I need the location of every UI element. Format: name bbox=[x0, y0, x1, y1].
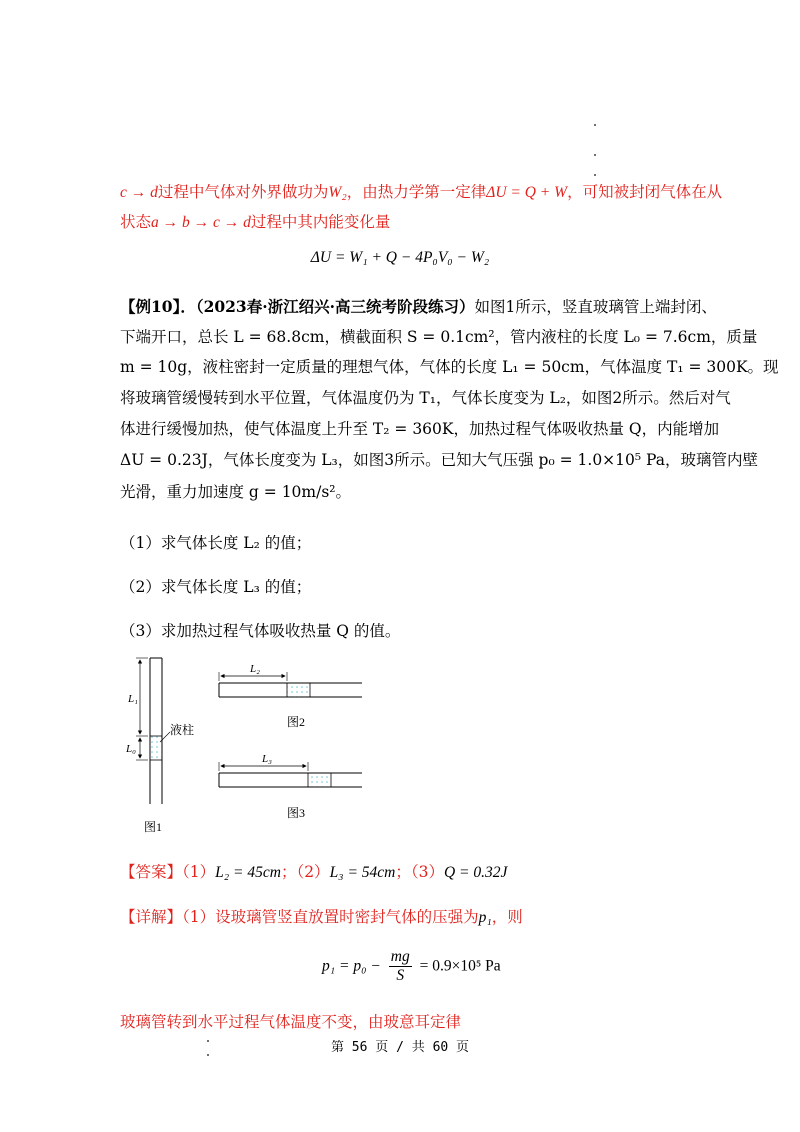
figure-2-caption: 图2 bbox=[287, 715, 306, 729]
answer-line: 【答案】（1）L₂ = 45cm；（2）L₃ = 54cm；（3）Q = 0.32J bbox=[120, 863, 508, 881]
example-line-5: 体进行缓慢加热，使气体温度上升至 T₂ = 360K，加热过程气体吸收热量 Q，内能增加 bbox=[120, 420, 720, 438]
answer-Q: Q = 0.32J bbox=[443, 864, 508, 881]
figure-1-vertical-tube bbox=[125, 658, 194, 834]
detail-line: 【详解】（1）设玻璃管竖直放置时密封气体的压强为p₁，则 bbox=[120, 908, 523, 926]
label-L0: L₀ bbox=[126, 743, 136, 755]
label-L1: L₁ bbox=[128, 693, 138, 705]
math-first-law: ΔU = Q + W bbox=[486, 184, 568, 201]
example-tag: 【例10】 bbox=[120, 297, 181, 316]
label-L3: L₃ bbox=[262, 753, 272, 765]
example-line-4: 将玻璃管缓慢转到水平位置，气体温度仍为 T₁，气体长度变为 L₂，如图2所示。然后对气 bbox=[120, 389, 731, 407]
figure-3-caption: 图3 bbox=[287, 806, 306, 820]
answer-L2: L₂ = 45cm bbox=[215, 864, 281, 881]
label-liquid-column: 液柱 bbox=[170, 723, 195, 737]
answer-tag: 【答案】 bbox=[120, 863, 183, 881]
label-L2: L₂ bbox=[250, 663, 260, 675]
example-source: ．（2023春·浙江绍兴·高三统考阶段练习） bbox=[180, 297, 475, 316]
example-line-2: 下端开口，总长 L = 68.8cm，横截面积 S = 0.1cm²，管内液柱的长度 L₀ = 7.6cm，质量 bbox=[120, 328, 758, 346]
last-line: 玻璃管转到水平过程气体温度不变，由玻意耳定律 bbox=[120, 1013, 462, 1031]
math-c-to-d: c → d bbox=[120, 184, 158, 201]
formula-p1: p₁ = p₀ − $\frac{mg}{S}$ = 0.9×10⁵ Pa bbox=[322, 948, 501, 984]
para1-line2: 状态a → b → c → d过程中其内能变化量 bbox=[120, 213, 391, 231]
example-line-6: ΔU = 0.23J，气体长度变为 L₃，如图3所示。已知大气压强 p₀ = 1.0×10⁵ Pa，玻璃管内壁 bbox=[120, 451, 758, 469]
example-line-1: 【例10】．（2023春·浙江绍兴·高三统考阶段练习）如图1所示，竖直玻璃管上端封闭、 bbox=[120, 297, 717, 316]
question-1: （1）求气体长度 L₂ 的值； bbox=[120, 534, 312, 552]
answer-L3: L₃ = 54cm bbox=[329, 864, 396, 881]
detail-tag: 【详解】 bbox=[120, 908, 183, 926]
scan-dot bbox=[594, 154, 596, 156]
example-line-7: 光滑，重力加速度 g = 10m/s²。 bbox=[120, 483, 352, 501]
fraction-mg-over-s: $\frac{mg}{S}$ bbox=[390, 948, 410, 984]
formula-delta-u: ΔU = W₁ + Q − 4P₀V₀ − W₂ bbox=[310, 249, 490, 266]
figure-2-horizontal-tube bbox=[219, 663, 362, 729]
question-3: （3）求加热过程气体吸收热量 Q 的值。 bbox=[120, 622, 401, 640]
example-line-3: m = 10g，液柱密封一定质量的理想气体，气体的长度 L₁ = 50cm，气体温度 T₁ = 300K。现 bbox=[120, 358, 779, 376]
figure-3-horizontal-tube bbox=[219, 753, 362, 820]
scan-dot bbox=[594, 124, 596, 126]
para1-line1: c → d过程中气体对外界做功为W₂，由热力学第一定律ΔU = Q + W，可知被封闭气体在从 bbox=[120, 183, 723, 201]
figure-1-caption: 图1 bbox=[144, 820, 163, 834]
page-footer: 第 56 页 / 共 60 页 bbox=[330, 1040, 470, 1055]
scan-dot bbox=[594, 174, 596, 176]
figure-glass-tubes bbox=[0, 650, 800, 840]
question-2: （2）求气体长度 L₃ 的值； bbox=[120, 578, 312, 596]
